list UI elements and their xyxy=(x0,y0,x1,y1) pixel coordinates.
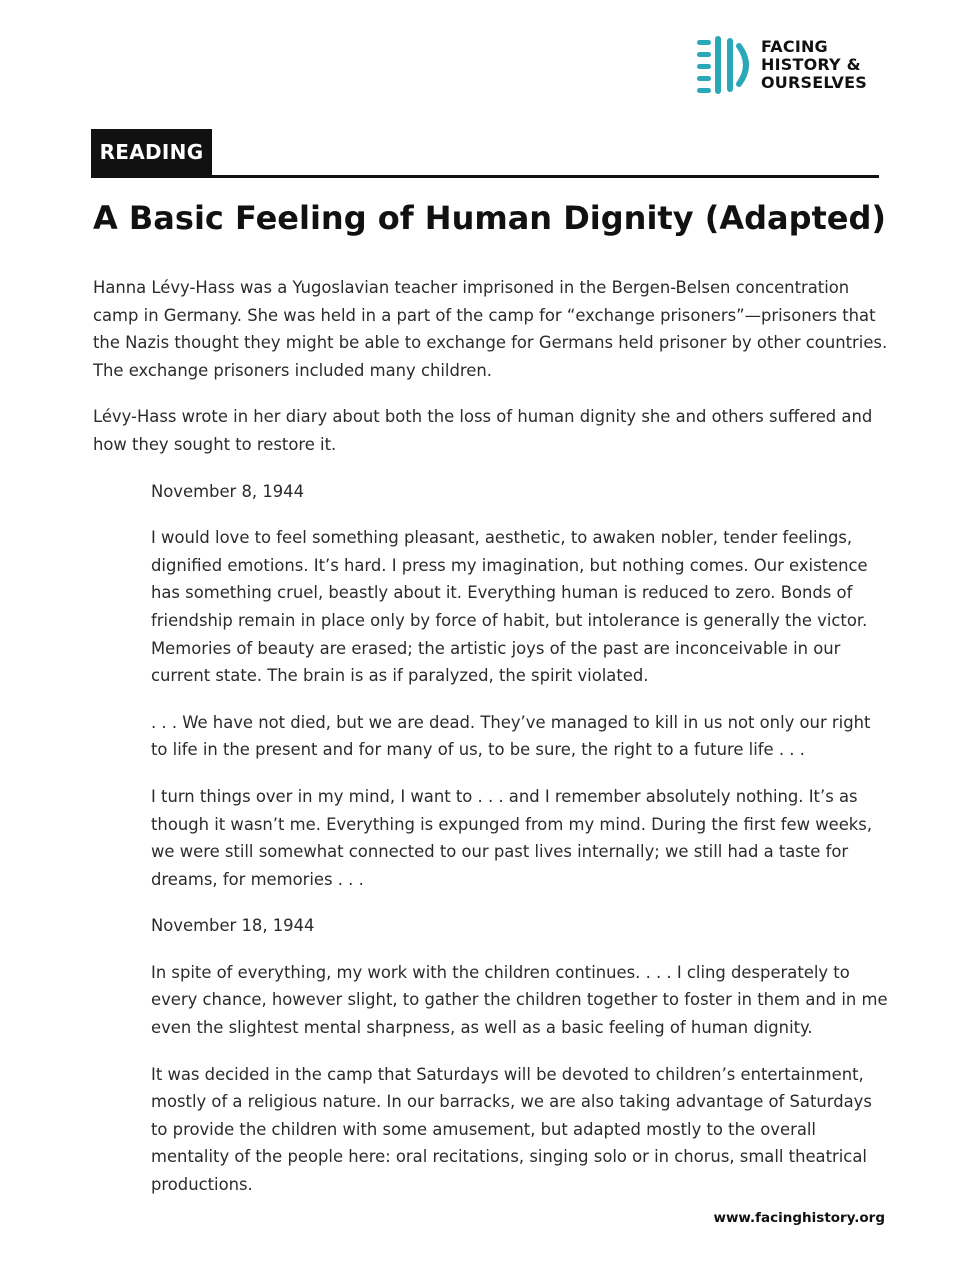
diary-paragraph: In spite of everything, my work with the children continues. . . . I cling desperately to every chance, however slight, to gather the children together to foster in them and in me even the slightest mental sharpness, as well as a basic feeling of human dignity. xyxy=(151,962,888,1038)
logo-line-3: OURSELVES xyxy=(761,73,867,92)
facing-history-bars-icon xyxy=(697,36,753,94)
diary-date: November 18, 1944 xyxy=(151,916,315,936)
logo-line-2: HISTORY & xyxy=(761,55,861,74)
intro-paragraph: Lévy-Hass wrote in her diary about both the loss of human dignity she and others suffered and how they sought to restore it. xyxy=(93,407,873,454)
header-divider xyxy=(91,175,879,178)
reading-body xyxy=(93,274,889,1218)
logo-wordmark xyxy=(761,38,867,92)
footer-website-link[interactable]: www.facinghistory.org xyxy=(713,1210,885,1226)
facing-history-logo[interactable] xyxy=(697,36,897,96)
reading-label: READING xyxy=(91,129,212,176)
diary-paragraph: . . . We have not died, but we are dead. They’ve managed to kill in us not only our right to life in the present and for many of us, to be sure, the right to a future life . . . xyxy=(151,712,871,760)
logo-line-1: FACING xyxy=(761,37,828,56)
diary-date: November 8, 1944 xyxy=(151,481,305,501)
diary-paragraph: I would love to feel something pleasant, aesthetic, to awaken nobler, tender feelings, dignified emotions. It’s hard. I press my imagination, but nothing comes. Our existence has something cruel, beastly about it. Everything human is reduced to zero. Bonds of friendship remain in place only by force of habit, but intolerance is generally the victor. Memories of beauty are erased; the artistic joys of the past are inconceivable in our current state. The brain is as if paralyzed, the spirit violated. xyxy=(151,528,868,686)
diary-paragraph: It was decided in the camp that Saturdays will be devoted to children’s entertainment, mostly of a religious nature. In our barracks, we are also taking advantage of Saturdays to provide the children with some amusement, but adapted mostly to the overall mentality of the people here: oral recitations, singing solo or in chorus, small theatrical productions. xyxy=(151,1064,872,1195)
diary-paragraph: I turn things over in my mind, I want to . . . and I remember absolutely nothing. It’s as though it wasn’t me. Everything is expunged from my mind. During the first few weeks, we were still somewhat connected to our past lives internally; we still had a taste for dreams, for memories . . . xyxy=(151,786,873,889)
page-title: A Basic Feeling of Human Dignity (Adapted) xyxy=(93,199,887,237)
intro-paragraph: Hanna Lévy-Hass was a Yugoslavian teacher imprisoned in the Bergen-Belsen concentration camp in Germany. She was held in a part of the camp for “exchange prisoners”—prisoners that the Nazis thought they might be able to exchange for Germans held prisoner by other countries. The exchange prisoners included many children. xyxy=(93,278,888,380)
